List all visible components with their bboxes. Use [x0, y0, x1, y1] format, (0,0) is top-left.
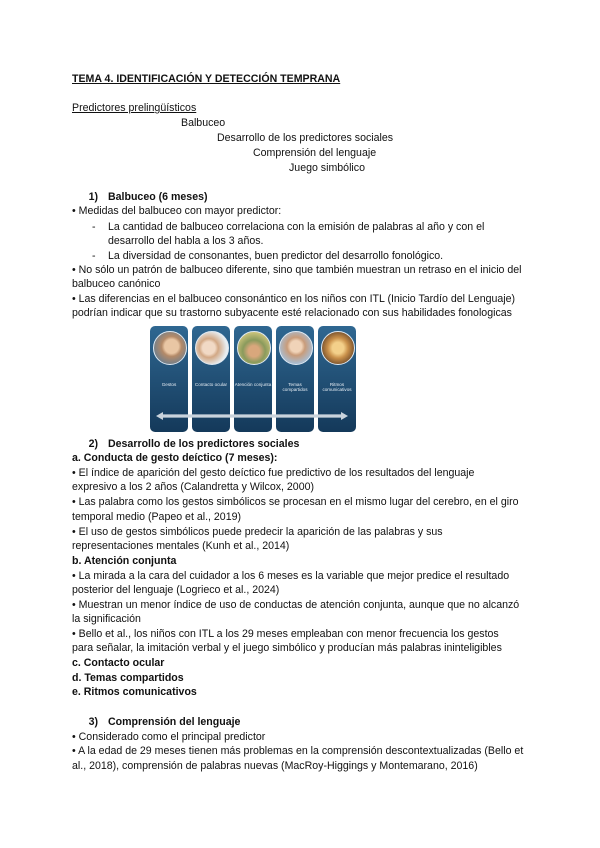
section-3-number: 3)	[88, 716, 98, 728]
panel-label: Atención conjunta	[234, 382, 272, 387]
subsection-b-heading: b. Atención conjunta	[72, 555, 177, 567]
bullet-text: • Medidas del balbuceo con mayor predictor:	[72, 205, 282, 217]
bullet-text: • Bello et al., los niños con ITL a los 29 meses empleaban con menor frecuencia los gestos	[72, 628, 499, 640]
dash-item-text: desarrollo del habla a los 3 años.	[108, 235, 264, 247]
bullet-text: • Muestran un menor índice de uso de conductas de atención conjunta, aunque que no alcanzó	[72, 599, 520, 611]
double-arrow-icon	[156, 412, 348, 420]
bullet-text: la significación	[72, 613, 141, 625]
children-playing-photo-icon	[237, 331, 271, 365]
section-2-heading	[72, 437, 299, 451]
predictor-item: Juego simbólico	[289, 162, 365, 174]
bullet-text: representaciones mentales (Kunh et al., 2014)	[72, 540, 290, 552]
panel-label: Temas compartidos	[282, 382, 308, 393]
baby-photo-icon	[153, 331, 187, 365]
shared-topic-photo-icon	[279, 331, 313, 365]
subsection-d-heading: d. Temas compartidos	[72, 672, 184, 684]
bullet-text: • Las diferencias en el balbuceo consonántico en los niños con ITL (Inicio Tardío del Lenguaje)	[72, 293, 516, 305]
dash-item-text: La cantidad de balbuceo correlaciona con la emisión de palabras al año y con el	[108, 221, 485, 233]
dash-item-text: La diversidad de consonantes, buen predictor del desarrollo fonológico.	[108, 250, 444, 262]
bullet-text: • Considerado como el principal predictor	[72, 731, 266, 743]
bullet-text: expresivo a los 2 años (Calandretta y Wilcox, 2000)	[72, 481, 315, 493]
section-1-title: Balbuceo (6 meses)	[108, 191, 208, 203]
mother-baby-photo-icon	[195, 331, 229, 365]
bullet-text: balbuceo canónico	[72, 278, 161, 290]
predictor-item: Desarrollo de los predictores sociales	[217, 132, 394, 144]
bullet-text: • No sólo un patrón de balbuceo diferente, sino que también muestran un retraso en el inicio del	[72, 264, 522, 276]
panel-label: Contacto ocular	[194, 382, 228, 387]
dash-marker: -	[92, 250, 96, 262]
panel-label: Gestos	[161, 382, 177, 387]
section-1-number: 1)	[88, 191, 98, 203]
bullet-text: • El uso de gestos simbólicos puede predecir la aparición de las palabras y sus	[72, 526, 443, 538]
bullet-text: • Las palabra como los gestos simbólicos se procesan en el mismo lugar del cerebro, en el giro	[72, 496, 519, 508]
section-3-title: Comprensión del lenguaje	[108, 716, 241, 728]
document-title: TEMA 4. IDENTIFICACIÓN Y DETECCIÓN TEMPRANA	[72, 73, 341, 85]
subsection-e-heading: e. Ritmos comunicativos	[72, 686, 197, 698]
predictor-item: Comprensión del lenguaje	[253, 147, 377, 159]
predictors-infographic	[148, 326, 358, 432]
section-2-title: Desarrollo de los predictores sociales	[108, 438, 300, 450]
bullet-text: temporal medio (Papeo et al., 2019)	[72, 511, 242, 523]
bullet-text: • La mirada a la cara del cuidador a los 6 meses es la variable que mejor predice el resultado	[72, 570, 510, 582]
subsection-a-heading: a. Conducta de gesto deíctico (7 meses):	[72, 452, 278, 464]
predictor-item: Balbuceo	[181, 117, 226, 129]
dash-marker: -	[92, 221, 96, 233]
bullet-text: • El índice de aparición del gesto deíctico fue predictivo de los resultados del lenguaje	[72, 467, 475, 479]
bullet-text: posterior del lenguaje (Logrieco et al., 2024)	[72, 584, 280, 596]
bullet-text: al., 2018), comprensión de palabras nuevas (MacRoy-Higgings y Montemarano, 2016)	[72, 760, 478, 772]
subsection-c-heading: c. Contacto ocular	[72, 657, 165, 669]
bullet-text: podrían indicar que su trastorno subyacente esté relacionado con sus habilidades fonologicas	[72, 307, 512, 319]
section-1-heading	[72, 190, 208, 204]
section-3-heading	[72, 715, 240, 729]
section-2-number: 2)	[88, 438, 98, 450]
rhythm-photo-icon	[321, 331, 355, 365]
bullet-text: • A la edad de 29 meses tienen más problemas en la comprensión descontextualizadas (Bello et	[72, 745, 524, 757]
bullet-text: para señalar, la imitación verbal y el juego simbólico y producían más palabras ininteligibles	[72, 642, 502, 654]
predictores-heading: Predictores prelingüísticos	[72, 102, 197, 114]
panel-label: Ritmos comunicativos	[322, 382, 352, 393]
